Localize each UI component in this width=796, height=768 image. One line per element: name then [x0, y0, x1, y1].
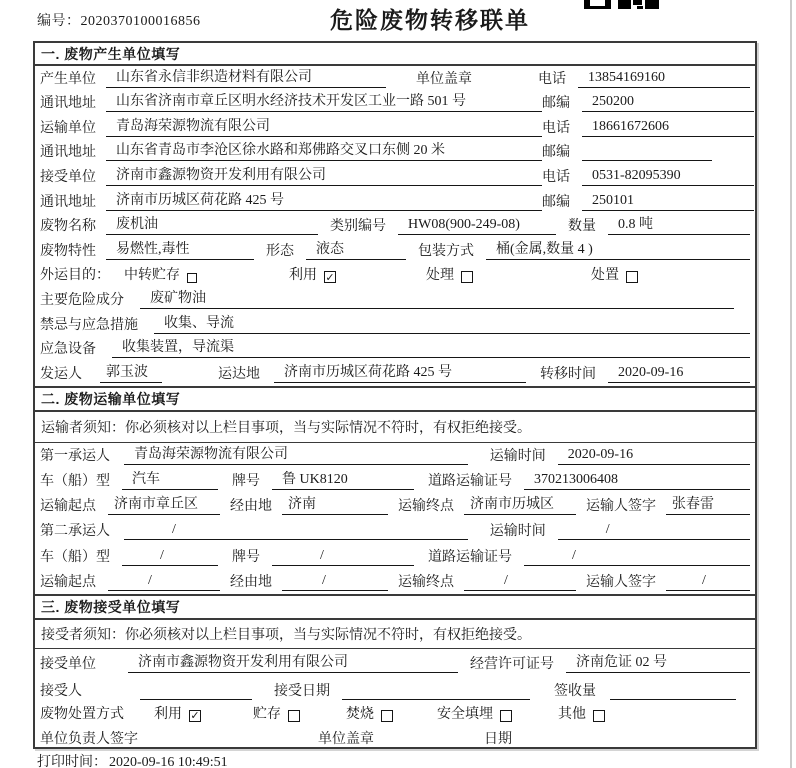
row-receiver	[35, 676, 755, 703]
purpose-option-use: 利用	[289, 268, 317, 284]
vehicle-label: 车（船）型	[40, 474, 110, 490]
equipment-value: 收集装置，导流渠	[112, 336, 750, 358]
checkbox-dispose	[626, 271, 638, 283]
leader-sign-value	[196, 746, 304, 748]
row-equipment	[35, 337, 755, 362]
row-transport-address	[35, 140, 755, 165]
purpose-option-storage: 中转贮存	[124, 268, 180, 284]
carrier1-time-value: 2020-09-16	[558, 447, 750, 465]
qr-code-icon	[618, 0, 631, 9]
row-transport-unit	[35, 115, 755, 140]
carrier2-label: 第二承运人	[40, 524, 110, 540]
origin-label: 运输起点	[40, 574, 96, 590]
checkbox-disposal-landfill	[500, 710, 512, 722]
transport-phone-value: 18661672606	[582, 119, 754, 137]
unit-seal-label: 单位盖章	[318, 731, 374, 747]
zip-label: 邮编	[542, 194, 570, 210]
disposal-label: 废物处置方式	[40, 706, 124, 722]
row-receive-address	[35, 189, 755, 214]
shipper-label: 发运人	[40, 366, 82, 382]
section3	[35, 594, 755, 749]
quantity-value: 0.8 吨	[608, 213, 750, 235]
transport-address-value: 山东省青岛市李沧区徐水路和郑佛路交叉口东侧 20 米	[106, 139, 542, 161]
row-carrier2-route	[35, 569, 755, 594]
address-label: 通讯地址	[40, 96, 96, 112]
phone-label: 电话	[538, 71, 566, 87]
purpose-option-treat: 处理	[426, 268, 454, 284]
waste-name-value: 废机油	[106, 213, 318, 235]
carrier2-vehicle-value: /	[122, 548, 218, 566]
carrier2-time-value: /	[558, 522, 750, 540]
plate-label: 牌号	[232, 549, 260, 565]
row-purpose	[35, 263, 755, 288]
qr-code-icon	[584, 0, 611, 9]
print-time-line	[37, 751, 230, 768]
carrier-notice: 运输者须知：你必须核对以上栏目事项，当与实际情况不符时，有权拒绝接受。	[35, 412, 755, 443]
business-license-value: 济南危证 02 号	[566, 651, 750, 673]
carrier1-sign-value: 张春雷	[666, 493, 750, 515]
row-disposal	[35, 703, 755, 726]
section3-header: 三. 废物接受单位填写	[35, 594, 755, 620]
qr-code-icon	[637, 6, 643, 9]
address-label: 通讯地址	[40, 194, 96, 210]
row-hazard	[35, 287, 755, 312]
purpose-label: 外运目的：	[40, 268, 110, 284]
carrier-sign-label: 运输人签字	[586, 499, 656, 515]
category-label: 类别编号	[330, 219, 386, 235]
print-time-label: 打印时间：	[37, 755, 107, 768]
carrier1-end-value: 济南市历城区	[464, 493, 576, 515]
carrier2-end-value: /	[464, 573, 576, 591]
doc-number-line	[37, 10, 201, 30]
row-receive-unit-s3	[35, 649, 755, 676]
equipment-label: 应急设备	[40, 342, 96, 358]
character-label: 废物特性	[40, 243, 96, 259]
checkbox-storage	[187, 273, 197, 283]
page-edge-line	[790, 0, 792, 768]
produce-zip-value: 250200	[582, 94, 754, 112]
address-label: 通讯地址	[40, 145, 96, 161]
checkbox-disposal-burn	[381, 710, 393, 722]
carrier2-license-value: /	[524, 548, 750, 566]
dest-value: 济南市历城区荷花路 425 号	[274, 361, 526, 383]
carrier1-via-value: 济南	[282, 493, 388, 515]
page-title: 危险废物转移联单	[330, 7, 530, 33]
hazard-value: 废矿物油	[140, 287, 734, 309]
checkbox-disposal-other	[593, 710, 605, 722]
character-value: 易燃性,毒性	[106, 238, 254, 260]
phone-label: 电话	[542, 120, 570, 136]
row-carrier2-vehicle	[35, 543, 755, 568]
sign-qty-value	[610, 698, 736, 700]
transfer-time-label: 转移时间	[540, 366, 596, 382]
checkbox-use-checked: ✓	[325, 270, 335, 284]
date-label: 日期	[484, 731, 512, 747]
receive-unit-label: 接受单位	[40, 656, 96, 672]
print-time-value: 2020-09-16 10:49:51	[109, 755, 228, 768]
carrier-sign-label: 运输人签字	[586, 574, 656, 590]
carrier2-via-value: /	[282, 573, 388, 591]
purpose-option-dispose: 处置	[591, 268, 619, 284]
disposal-option-burn: 焚烧	[346, 706, 374, 722]
carrier2-plate-value: /	[272, 548, 414, 566]
transfer-time-value: 2020-09-16	[608, 365, 750, 383]
disposal-option-use: 利用	[154, 706, 182, 722]
taboo-label: 禁忌与应急措施	[40, 317, 138, 333]
zip-label: 邮编	[542, 96, 570, 112]
carrier1-value: 青岛海荣源物流有限公司	[124, 443, 468, 465]
transport-time-label: 运输时间	[489, 448, 546, 464]
section2	[35, 386, 755, 594]
carrier1-origin-value: 济南市章丘区	[108, 493, 220, 515]
row-carrier1-route	[35, 493, 755, 518]
carrier1-plate-value: 鲁 UK8120	[272, 468, 414, 490]
packing-label: 包装方式	[418, 243, 474, 259]
produce-address-value: 山东省济南市章丘区明水经济技术开发区工业一路 501 号	[106, 90, 542, 112]
carrier1-vehicle-value: 汽车	[122, 468, 218, 490]
transport-unit-value: 青岛海荣源物流有限公司	[106, 115, 542, 137]
checkbox-disposal-store	[288, 710, 300, 722]
receive-address-value: 济南市历城区荷花路 425 号	[106, 189, 542, 211]
row-shipper	[35, 361, 755, 386]
sign-qty-label: 签收量	[554, 683, 596, 699]
checkbox-disposal-use-checked: ✓	[190, 709, 200, 723]
origin-label: 运输起点	[40, 499, 96, 515]
produce-unit-value: 山东省永信非织造材料有限公司	[106, 66, 386, 88]
receiver-notice: 接受者须知：你必须核对以上栏目事项，当与实际情况不符时，有权拒绝接受。	[35, 620, 755, 649]
produce-phone-value: 13854169160	[578, 70, 750, 88]
form-value: 液态	[306, 238, 406, 260]
transport-zip-value	[582, 159, 712, 161]
receive-unit-value: 济南市鑫源物资开发利用有限公司	[128, 651, 458, 673]
business-license-label: 经营许可证号	[470, 656, 554, 672]
row-taboo	[35, 312, 755, 337]
row-carrier2	[35, 518, 755, 543]
seal-label: 单位盖章	[416, 71, 472, 87]
receive-zip-value: 250101	[582, 193, 754, 211]
via-label: 经由地	[230, 499, 272, 515]
packing-value: 桶(金属,数量 4 )	[486, 238, 750, 260]
doc-number-label: 编号：	[37, 14, 81, 29]
doc-number-value: 2020370100016856	[80, 14, 201, 29]
transport-unit-label: 运输单位	[40, 120, 96, 136]
end-label: 运输终点	[398, 574, 454, 590]
end-label: 运输终点	[398, 499, 454, 515]
shipper-value: 郭玉波	[100, 361, 162, 383]
transport-time-label: 运输时间	[489, 524, 546, 540]
disposal-option-landfill: 安全填埋	[437, 706, 493, 722]
section2-header: 二. 废物运输单位填写	[35, 386, 755, 412]
section1-header: 一. 废物产生单位填写	[35, 43, 755, 66]
row-waste-name	[35, 214, 755, 239]
row-waste-character	[35, 238, 755, 263]
road-license-label: 道路运输证号	[428, 549, 512, 565]
row-produce-unit	[35, 66, 755, 91]
receiver-value	[140, 698, 252, 700]
receive-date-value	[342, 698, 530, 700]
carrier1-label: 第一承运人	[40, 448, 110, 464]
receiver-label: 接受人	[40, 683, 82, 699]
disposal-option-store: 贮存	[253, 706, 281, 722]
date-value	[534, 746, 750, 748]
receive-phone-value: 0531-82095390	[582, 168, 754, 186]
hazard-label: 主要危险成分	[40, 292, 124, 308]
disposal-option-other: 其他	[558, 706, 586, 722]
carrier2-sign-value: /	[666, 573, 750, 591]
row-carrier1	[35, 443, 755, 468]
row-receive-unit	[35, 164, 755, 189]
produce-unit-label: 产生单位	[40, 71, 96, 87]
manifest-table	[33, 41, 757, 749]
row-leader-sign	[35, 726, 755, 749]
category-value: HW08(900-249-08)	[398, 217, 556, 235]
phone-label: 电话	[542, 169, 570, 185]
receive-unit-label: 接受单位	[40, 169, 96, 185]
form-label: 形态	[266, 243, 294, 259]
zip-label: 邮编	[542, 145, 570, 161]
carrier2-origin-value: /	[108, 573, 220, 591]
via-label: 经由地	[230, 574, 272, 590]
receive-date-label: 接受日期	[274, 683, 330, 699]
waste-name-label: 废物名称	[40, 219, 96, 235]
dest-label: 运达地	[218, 366, 260, 382]
taboo-value: 收集、导流	[154, 312, 750, 334]
checkbox-treat	[461, 271, 473, 283]
vehicle-label: 车（船）型	[40, 549, 110, 565]
carrier1-license-value: 370213006408	[524, 472, 750, 490]
plate-label: 牌号	[232, 474, 260, 490]
row-carrier1-vehicle	[35, 468, 755, 493]
carrier2-value: /	[124, 522, 468, 540]
qr-code-icon	[645, 0, 659, 9]
row-produce-address	[35, 91, 755, 116]
qr-code-icon	[633, 0, 642, 5]
leader-sign-label: 单位负责人签字	[40, 731, 138, 747]
quantity-label: 数量	[568, 219, 596, 235]
road-license-label: 道路运输证号	[428, 474, 512, 490]
receive-unit-value: 济南市鑫源物资开发利用有限公司	[106, 164, 542, 186]
